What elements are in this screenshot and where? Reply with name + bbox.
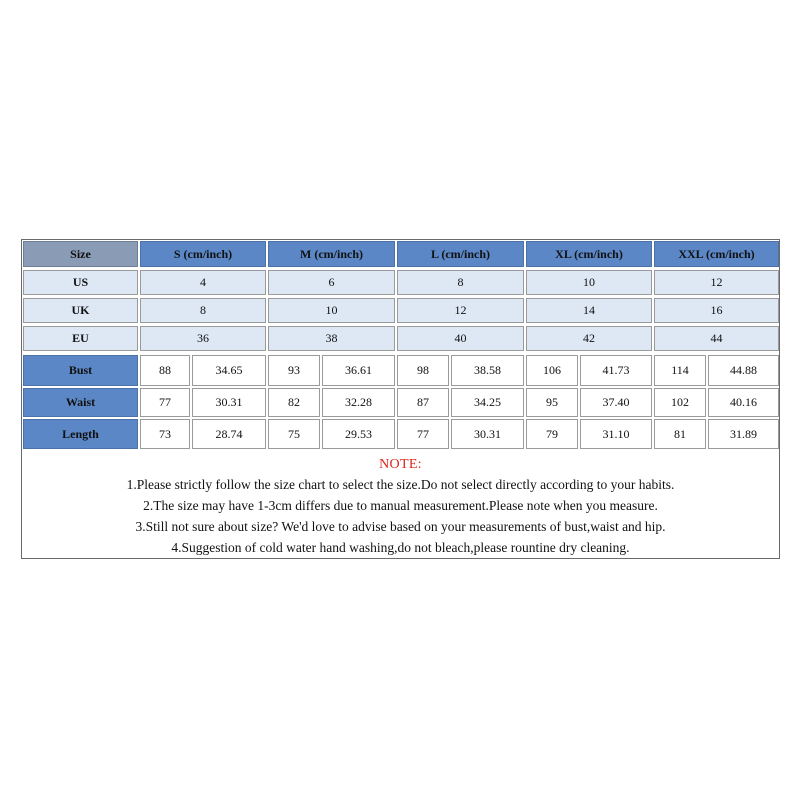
note-section — [22, 451, 779, 560]
header-size-xxl: XXL (cm/inch) — [654, 241, 779, 267]
uk-size-xxl: 16 — [654, 298, 779, 323]
header-size-label: Size — [23, 241, 138, 267]
waist-s-cm: 77 — [140, 388, 190, 417]
header-size-l: L (cm/inch) — [397, 241, 524, 267]
bust-s-inch: 34.65 — [192, 355, 266, 386]
waist-s-inch: 30.31 — [192, 388, 266, 417]
note-title: NOTE: — [379, 457, 422, 472]
note-line-4: 4.Suggestion of cold water hand washing,do not bleach,please rountine dry cleaning. — [171, 540, 630, 555]
eu-size-s: 36 — [140, 326, 266, 351]
uk-size-l: 12 — [397, 298, 524, 323]
length-l-inch: 30.31 — [451, 419, 524, 449]
length-xxl-inch: 31.89 — [708, 419, 779, 449]
waist-xxl-cm: 102 — [654, 388, 706, 417]
note-line-3: 3.Still not sure about size? We'd love to advise based on your measurements of bust,waist and hip. — [135, 519, 666, 534]
row-label-eu: EU — [23, 326, 138, 351]
bust-l-inch: 38.58 — [451, 355, 524, 386]
bust-xxl-cm: 114 — [654, 355, 706, 386]
header-size-s: S (cm/inch) — [140, 241, 266, 267]
bust-xxl-inch: 44.88 — [708, 355, 779, 386]
bust-l-cm: 98 — [397, 355, 449, 386]
row-label-length: Length — [23, 419, 138, 449]
bust-s-cm: 88 — [140, 355, 190, 386]
bust-xl-cm: 106 — [526, 355, 578, 386]
us-size-xl: 10 — [526, 270, 652, 295]
us-size-m: 6 — [268, 270, 395, 295]
length-xl-inch: 31.10 — [580, 419, 652, 449]
waist-xl-inch: 37.40 — [580, 388, 652, 417]
eu-size-xxl: 44 — [654, 326, 779, 351]
header-size-m: M (cm/inch) — [268, 241, 395, 267]
us-size-s: 4 — [140, 270, 266, 295]
us-size-l: 8 — [397, 270, 524, 295]
uk-size-m: 10 — [268, 298, 395, 323]
header-size-xl: XL (cm/inch) — [526, 241, 652, 267]
row-label-bust: Bust — [23, 355, 138, 386]
row-label-uk: UK — [23, 298, 138, 323]
us-size-xxl: 12 — [654, 270, 779, 295]
uk-size-xl: 14 — [526, 298, 652, 323]
eu-size-l: 40 — [397, 326, 524, 351]
eu-size-xl: 42 — [526, 326, 652, 351]
waist-l-inch: 34.25 — [451, 388, 524, 417]
length-xxl-cm: 81 — [654, 419, 706, 449]
length-m-inch: 29.53 — [322, 419, 395, 449]
waist-xl-cm: 95 — [526, 388, 578, 417]
note-line-1: 1.Please strictly follow the size chart to select the size.Do not select directly according to your habits. — [126, 477, 675, 492]
waist-l-cm: 87 — [397, 388, 449, 417]
bust-xl-inch: 41.73 — [580, 355, 652, 386]
waist-m-cm: 82 — [268, 388, 320, 417]
note-line-2: 2.The size may have 1-3cm differs due to manual measurement.Please note when you measure. — [143, 498, 658, 513]
row-label-us: US — [23, 270, 138, 295]
bust-m-cm: 93 — [268, 355, 320, 386]
waist-xxl-inch: 40.16 — [708, 388, 779, 417]
length-m-cm: 75 — [268, 419, 320, 449]
eu-size-m: 38 — [268, 326, 395, 351]
length-s-cm: 73 — [140, 419, 190, 449]
size-chart — [21, 239, 780, 559]
row-label-waist: Waist — [23, 388, 138, 417]
length-xl-cm: 79 — [526, 419, 578, 449]
length-s-inch: 28.74 — [192, 419, 266, 449]
waist-m-inch: 32.28 — [322, 388, 395, 417]
uk-size-s: 8 — [140, 298, 266, 323]
length-l-cm: 77 — [397, 419, 449, 449]
bust-m-inch: 36.61 — [322, 355, 395, 386]
